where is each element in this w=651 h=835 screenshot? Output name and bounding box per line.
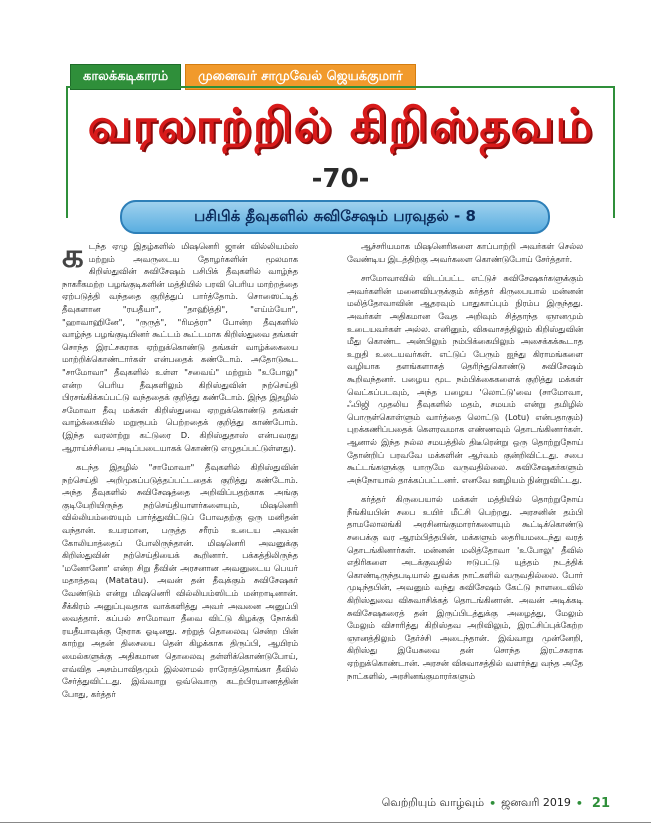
issue-date: ஜனவரி 2019 — [501, 795, 571, 809]
column-tag: காலக்கடிகாரம் — [70, 64, 181, 90]
author-tag: முனைவர் சாமுவேல் ஜெயக்குமார் — [185, 64, 415, 90]
paragraph: கர்த்தர் கிருபையால் மக்கள் மத்தியில் தொற்றுநோய் நீங்கியபின் சபை உயிர் மீட்சி பெற்றது. அரசனின் தம்பி தாமலோலங்கி அரசினங்குமாரர்களையும் கூட்டிக்கொண்டு சபைக்கு வர ஆரம்பித்தபின், மக்களும் தைரியமடைந்து வரத் தொடங்கினார்கள். மன்னன் மலித்தோவா 'உபோலு' தீவில் எதிரிகளை அடக்குவதில் ஈடுபட்டு யுத்தம் நடத்திக் கொண்டிருந்தபடியால் துவக்க நாட்களில் வருவதில்லை. போர் முடிந்தபின், அவனும் வந்து சுவிசேஷம் கேட்டு நாளடைவில் கிறிஸ்துவை விசுவாசிக்கத் தொடங்கினான். அவன் அடிக்கடி சுவிசேஷகரைத் தன் இருப்பிடத்துக்கு அழைத்து, மேலும் மேலும் விசாரித்து கிறிஸ்தவ அறிவிலும், இரட்சிப்புக்கேற்ற ஞானத்திலும் தேர்ச்சி அடைந்தான். இவ்வாறு முன்னேறி, கிறிஸ்து இயேசுவை தன் சொந்த இரட்சகராக ஏற்றுக்கொண்டான். அரசன் விசுவாசத்தில் வளர்ந்து வந்த அதே நாட்களில், அரசினங்குமாரர்களும் — [347, 494, 583, 681]
drop-cap: க — [62, 236, 84, 276]
magazine-name: வெற்றியும் வாழ்வும் — [381, 795, 485, 809]
paragraph-text: டந்த ஏழு இதழ்களில் மிஷனெரி ஜான் வில்லியம்ஸ் மற்றும் அவருடைய தோழர்களின் மூலமாக கிறிஸ்துவின் சுவிசேஷம் பசிபிக் தீவுகளில் வாழ்ந்த நாகரீகமற்ற பழங்குடிகளின் மத்தியில் பரவி பெரிய மாற்றத்தை ஏற்படுத்தி வந்ததை குறித்துப் பார்த்தோம். சொஸைட்டித் தீவுகளான "ரயதீயா", "தாஹித்தி", "எய்ம்யோ", "ஹாவாஹினே", "ருருத்", "ரிமத்ரா" போன்ற தீவுகளில் வாழ்ந்த பழங்குடியினர் கூட்டம் கூட்டமாக கிறிஸ்துவை தங்கள் சொந்த இரட்சகராக ஏற்றுக்கொண்டு தங்கள் வாழ்க்கையை மாற்றிக்கொண்டார்கள் என்பதைக் கண்டோம். அதோடுகூட "சாமோவா" தீவுகளில் உள்ள "சவைய்" மற்றும் "உபோலு" என்ற பெரிய தீவுகளிலும் கிறிஸ்துவின் நற்செய்தி பிரசங்கிக்கப்பட்டு வந்ததைக் குறித்து கண்டோம். இந்த இதழில் சமோவா தீவு மக்கள் கிறிஸ்துவை ஏறறுக்கொண்டு தங்கள் வாழ்க்கையில் மறுரூபம் பெற்றதைக் குறித்து காண்போம். (இந்த வரலாற்று கட்டுரை D. கிறிஸ்துதாஸ் என்பவரது ஆராய்ச்சியை அடிப்படையாகக் கொண்டு எழுதப்பட்டுள்ளது). — [62, 241, 298, 453]
article-number: -70- — [311, 164, 370, 194]
article-title: வரலாற்றில் கிறிஸ்தவம் — [87, 98, 594, 152]
page-footer — [380, 793, 610, 813]
paragraph: ஆச்சரியமாக மிஷனெரிகளை காப்பாற்றி அவர்கள் செல்ல வேண்டிய இடத்திற்கு அவர்களை கொண்டுபோய் சேர்த்தார். — [347, 241, 583, 264]
left-column — [62, 236, 298, 707]
paragraph: சாமோவாவில் விடப்பட்ட எட்டுச் சுவிசேஷகர்களுக்கும் அவர்களின் மனைவியருக்கும் கர்த்தர் கிருபையால் மன்னன் மலித்தோவாவின் ஆதரவும் பாதுகாப்பும் நிரம்ப இருந்தது. அவர்கள் அதிகமான வேத அறிவும் சித்தாந்த ஞானமும் உடையவர்கள் அல்ல. எனினும், விசுவாசத்திலும் கிறிஸ்துவின் மீது கொண்ட அன்பிலும் நம்பிக்கையிலும் அசைக்கக்கூடாத உறுதி உடையவர்கள். எட்டுப் பேரும் ஐந்து கிராமங்களை வழியாக தளங்களாகத் தெரிந்துகொண்டு சுவிசேஷம் கூறிவந்தனர். பழைய மூட நம்பிக்கைகளைக் குறித்து மக்கள் வெட்கப்படவும், அந்த பழைய 'லொட்டு'வை (சாமோவா, ஃபிஜி முதலிய தீவுகளில் மதம், சமயம் என்று தமிழில் பொருள்கொள்ளும் வார்த்தை லொட்டு (Lotu) என்பதாகும்) புறக்கணிப்பதைக் கௌரவமாக எண்ணவும் தொடங்கினார்கள். ஆனால் இந்த நல்ல சமயத்தில் திடீரென்று ஒரு தொற்றுநோய் தோன்றிப் பரவவே மக்களின் ஆர்வம் குன்றிவிட்டது. சபை கூட்டங்களுக்கு யாருமே வருவதில்லை. சுவிசேஷகர்களும் அந்நோயால் தாக்கப்பட்டனர். எனவே ஊழியம் நின்றுவிட்டது. — [347, 273, 583, 485]
article-subtitle: பசிபிக் தீவுகளில் சுவிசேஷம் பரவுதல் - 8 — [194, 207, 476, 225]
right-column — [347, 240, 583, 689]
subtitle-banner — [120, 200, 550, 234]
paragraph: கடந்த இதழில் "சாமோவா" தீவுகளில் கிறிஸ்துவின் நற்செய்தி அறிமுகப்படுத்தப்பட்டதைக் குறித்து கண்டோம். அந்த தீவுகளில் சுவிசேஷத்தை அறிவிப்பதற்காக அங்கு குடியேறியிருந்த நற்செய்தியாளர்களையும், மிஷனெரி வில்லியம்ஸையும் பார்த்துவிட்டுப் போவதற்கு ஒரு மனிதன் வந்தான். உயரமான, பருத்த சரீரம் உடைய அவன் கோலியாத்தைப் போலிருந்தான். மிஷனெரி அவனுக்கு கிறிஸ்துவின் நற்செய்தியைக் கூறினார். பக்கத்திலிருந்த 'மனோனோ' என்ற சிறு தீவின் அரசனான அவனுடைய பெயர் மதாத்தவு (Matatau). அவன் தன் தீவுக்கும் சுவிசேஷகர் வேண்டும் என்று மிஷனெரி வில்லியம்ஸிடம் மன்றாடினான். சீக்கிரம் அனுப்புவதாக வாக்களித்து அவர் அவனை அனுப்பி வைத்தார். கப்பல் சாமோவா தீவை விட்டு கிழக்கு நோக்கி ரயதீயாவுக்கு நேராக ஓடினது. சற்றுத் தொலைவு சென்ற பின் காற்று அதன் திசையை தென் கிழக்காக திருப்பி, ஆயிரம் மைல்களுக்கு அதிகமான தொலைவு தள்ளிக்கொண்டுபோய், எவ்வித அசம்பாவிதமும் இல்லாமல் ராரோத்தொங்கா தீவில் சேர்த்துவிட்டது. இவ்வாறு ஒவ்வொரு கடற்பிரயாணத்தின் போது, கர்த்தர் — [62, 462, 298, 699]
page-number: 21 — [591, 795, 610, 811]
paragraph — [62, 236, 298, 454]
bullet-icon: • — [489, 796, 497, 810]
bullet-icon: • — [575, 796, 583, 810]
footer-rule — [0, 822, 651, 823]
